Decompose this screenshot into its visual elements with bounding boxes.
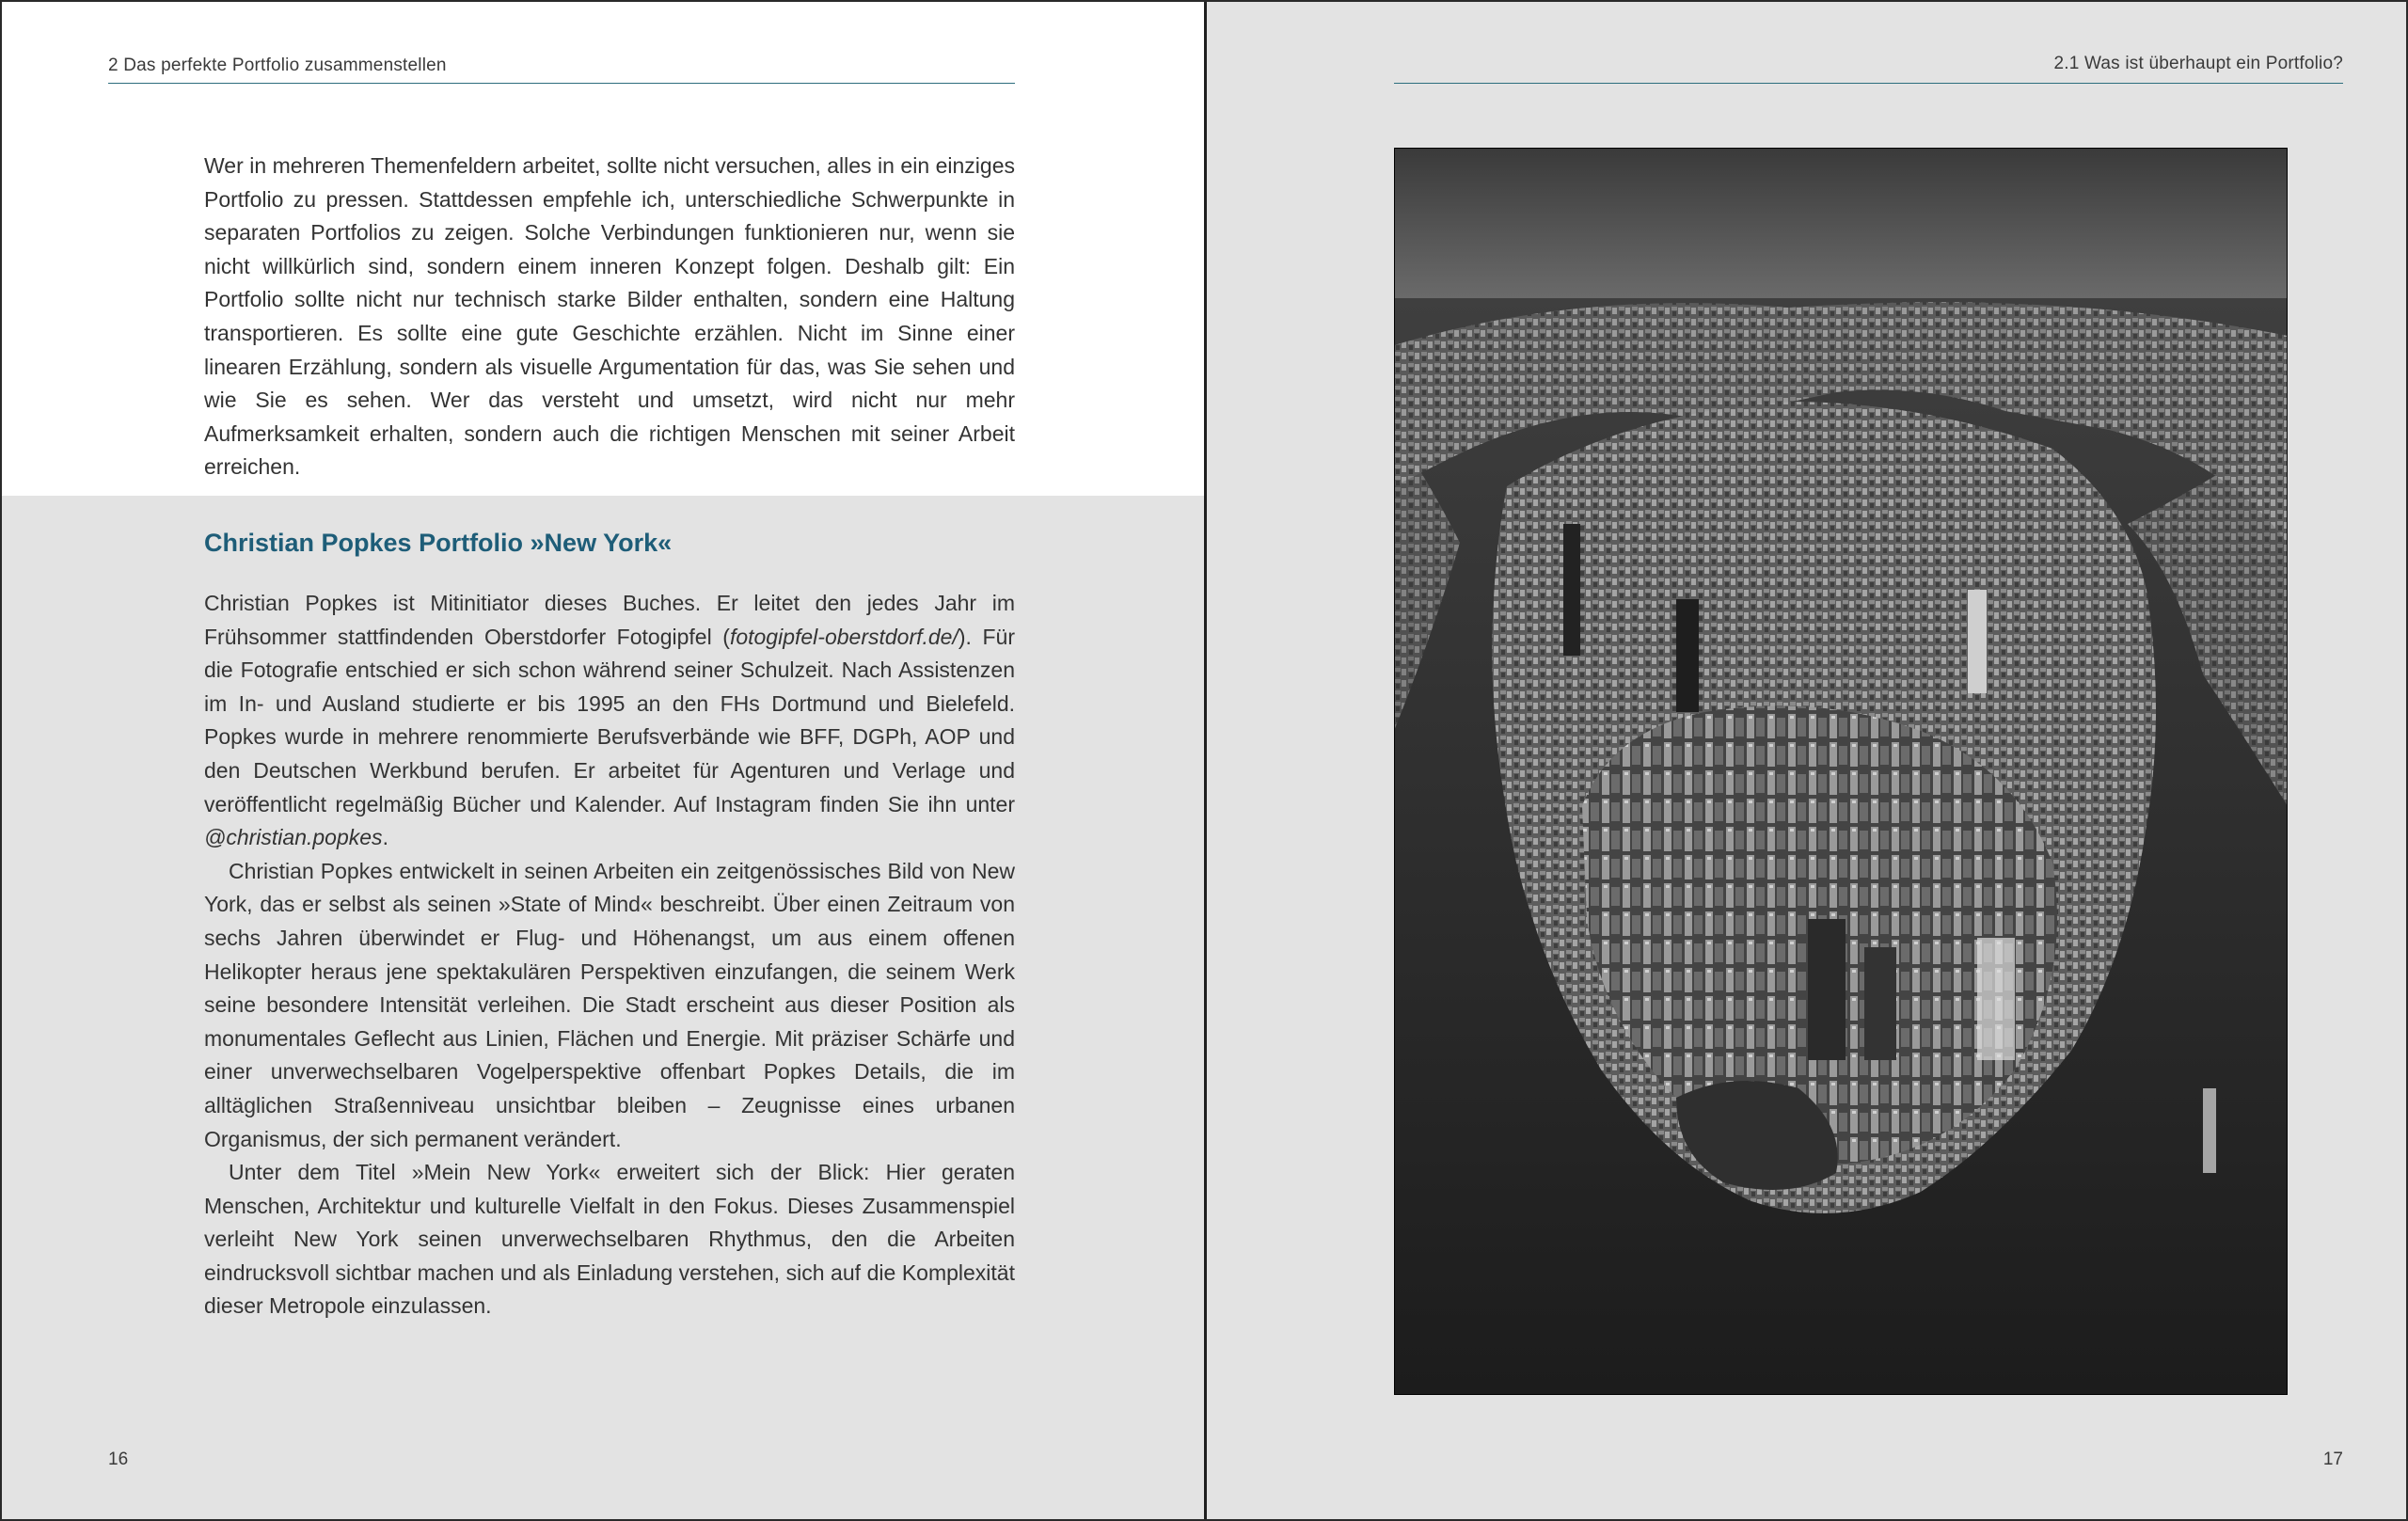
page-number-right: 17 xyxy=(2322,1450,2343,1469)
paragraph-1-text-a: Christian Popkes ist Mitinitiator dieses Buches. Er leitet den jedes Jahr im Frühsommer stattfindenden Oberstdorfer Fotogipfel ( xyxy=(204,591,1015,649)
header-rule-left xyxy=(108,83,1015,84)
running-head-right: 2.1 Was ist überhaupt ein Portfolio? xyxy=(2053,54,2343,73)
paragraph-2: Christian Popkes entwickelt in seinen Arbeiten ein zeitgenössisches Bild von New York, das er selbst als seinen »State of Mind« beschreibt. Über einen Zeitraum von sechs Jahren überwindet er Flug- und Höhenangst, um aus einem offenen Helikopter heraus jene spektakulären Perspektiven einzufangen, die seinem Werk seine besondere Intensität verleihen. Die Stadt erscheint aus dieser Position als monumentales Geflecht aus Linien, Flächen und Energie. Mit präziser Schärfe und einer unverwechselbaren Vogelperspektive offenbart Popkes Details, die im alltäglichen Straßenniveau unsichtbar bleiben – Zeugnisse eines urbanen Organismus, der sich permanent verändert. xyxy=(204,858,1015,1151)
paragraph-3: Unter dem Titel »Mein New York« erweitert sich der Blick: Hier geraten Menschen, Architektur und kulturelle Vielfalt in den Fokus. Dieses Zusammenspiel verleiht New York seinen unverwechselbaren Rhythmus, den die Arbeiten eindrucksvoll sichtbar machen und als Einladung verstehen, sich auf die Komplexität dieser Metropole einzulassen. xyxy=(204,1160,1015,1319)
instagram-handle[interactable]: @christian.popkes xyxy=(204,825,383,850)
section-heading: Christian Popkes Portfolio »New York« xyxy=(204,529,673,557)
fotogipfel-link[interactable]: fotogipfel-oberstdorf.de/ xyxy=(729,624,958,649)
running-head-left: 2 Das perfekte Portfolio zusammenstellen xyxy=(108,55,447,75)
photo-illustration xyxy=(1394,148,2288,1395)
paragraph-1 xyxy=(204,587,1015,855)
left-page xyxy=(2,2,1204,1519)
right-page xyxy=(1207,2,2408,1519)
intro-paragraph: Wer in mehreren Themenfeldern arbeitet, sollte nicht versuchen, alles in ein einziges Portfolio zu pressen. Stattdessen empfehle ich, unterschiedliche Schwerpunkte in separaten Portfolios zu zeigen. Solche Verbindungen funktionieren nur, wenn sie nicht willkürlich sind, sondern einem inneren Konzept folgen. Deshalb gilt: Ein Portfolio sollte nicht nur technisch starke Bilder enthalten, sondern eine Haltung transportieren. Es sollte eine gute Geschichte erzählen. Nicht im Sinne einer linearen Erzählung, sondern als visuelle Argumentation für das, was Sie sehen und wie Sie es sehen. Wer das versteht und umsetzt, wird nicht nur mehr Aufmerksamkeit erhalten, sondern auch die richtigen Menschen mit seiner Arbeit erreichen. xyxy=(204,153,1015,480)
page-number-left: 16 xyxy=(108,1450,129,1469)
paragraph-1-text-b: ). Für die Fotografie entschied er sich schon während seiner Schulzeit. Nach Assistenzen im In- und Ausland studierte er bis 1995 an den FHs Dortmund und Bielefeld. Popkes wurde in mehrere renommierte Berufsverbände wie BFF, DGPh, AOP und den Deutschen Werkbund berufen. Er arbeitet für Agenturen und Verlage und veröffentlicht regelmäßig Bücher und Kalender. Auf Instagram finden Sie ihn unter xyxy=(204,624,1015,816)
body-text-block xyxy=(204,587,1015,1323)
aerial-photo-manhattan xyxy=(1394,148,2288,1395)
header-rule-right xyxy=(1394,83,2343,84)
paragraph-1-end: . xyxy=(382,825,388,850)
intro-paragraph-block xyxy=(204,150,1015,484)
